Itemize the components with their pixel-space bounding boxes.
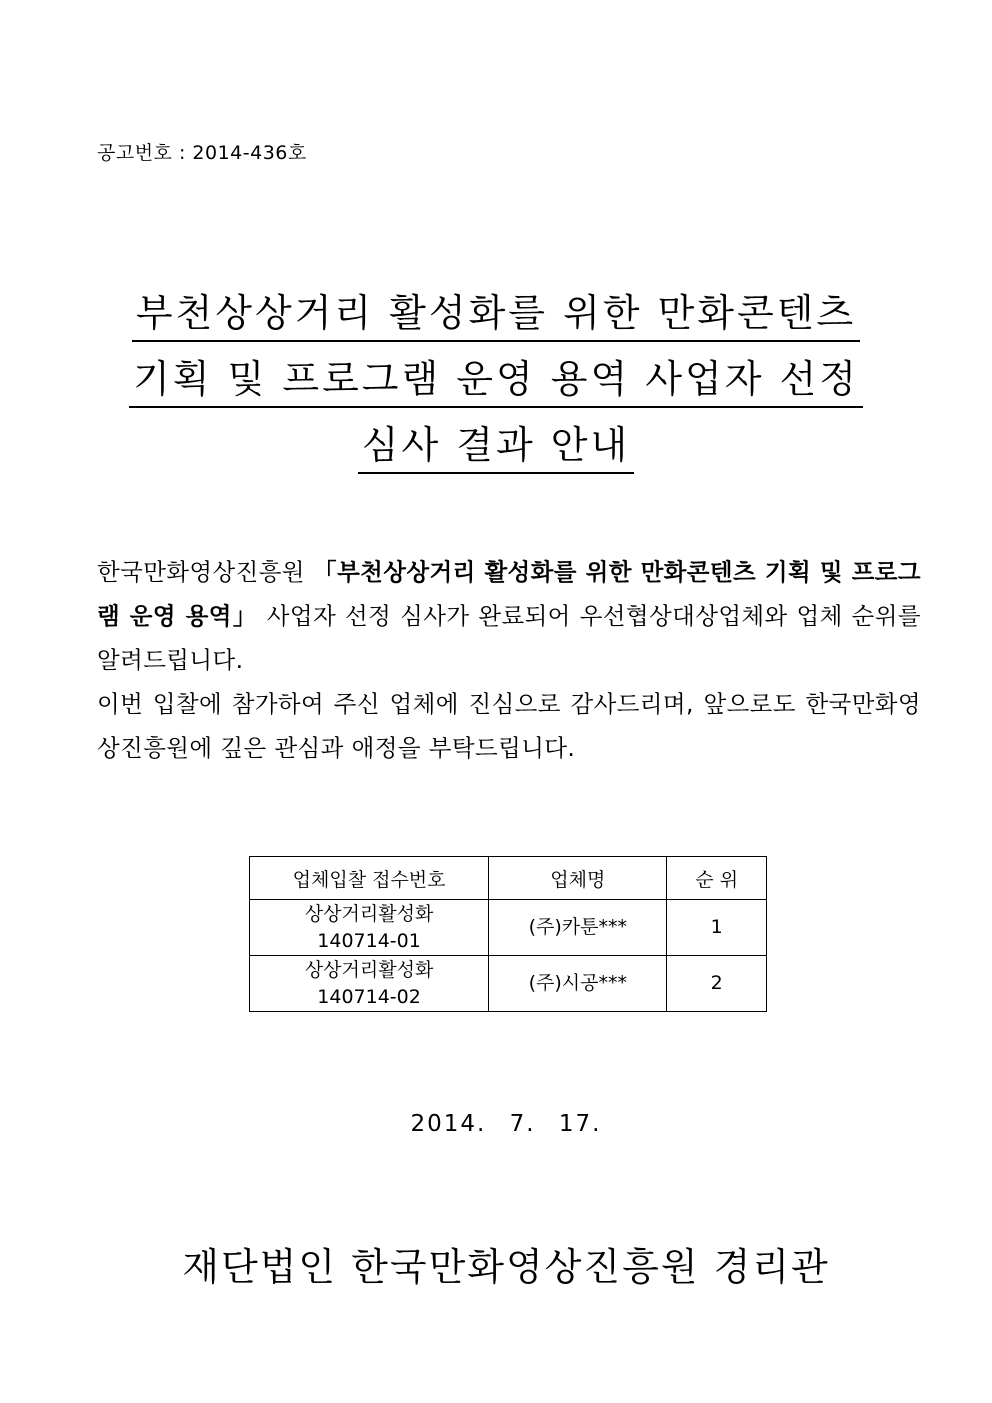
header-receipt-number: 업체입찰 접수번호	[250, 857, 489, 900]
document-title	[0, 290, 992, 488]
title-line-3: 심사 결과 안내	[358, 422, 634, 474]
receipt-line-2: 140714-02	[317, 985, 421, 1008]
rank-cell: 2	[667, 956, 767, 1012]
notice-number: 공고번호 : 2014-436호	[97, 142, 307, 164]
body-sentence-1: 사업자 선정 심사가 완료되어 우선협상대상업체와 업체 순위를 알려드립니다.	[97, 602, 921, 674]
receipt-number-cell	[250, 956, 489, 1012]
result-table	[249, 856, 767, 1012]
receipt-line-2: 140714-01	[317, 929, 421, 952]
body-paragraph-2: 이번 입찰에 참가하여 주신 업체에 진심으로 감사드리며, 앞으로도 한국만화영상진흥원에 깊은 관심과 애정을 부탁드립니다.	[97, 690, 921, 762]
header-company-name: 업체명	[489, 857, 667, 900]
receipt-number-cell	[250, 900, 489, 956]
header-rank: 순 위	[667, 857, 767, 900]
notice-date: 2014. 7. 17.	[410, 1111, 602, 1137]
table-row	[250, 900, 767, 956]
title-line-1: 부천상상거리 활성화를 위한 만화콘텐츠	[132, 290, 860, 342]
receipt-line-1: 상상거리활성화	[304, 902, 434, 925]
notice-body	[97, 550, 921, 770]
company-name-cell: (주)카툰***	[489, 900, 667, 956]
issuer-name: 재단법인 한국만화영상진흥원 경리관	[182, 1245, 830, 1289]
org-name: 한국만화영상진흥원	[97, 558, 305, 586]
receipt-line-1: 상상거리활성화	[304, 958, 434, 981]
title-line-2: 기획 및 프로그램 운영 용역 사업자 선정	[129, 356, 863, 408]
table-row	[250, 956, 767, 1012]
company-name-cell: (주)시공***	[489, 956, 667, 1012]
rank-cell: 1	[667, 900, 767, 956]
project-name: 「부천상상거리 활성화를 위한 만화콘텐츠 기획 및 프로그램 운영 용역」	[97, 558, 921, 630]
table-header-row	[250, 857, 767, 900]
body-paragraph-1	[97, 550, 921, 682]
